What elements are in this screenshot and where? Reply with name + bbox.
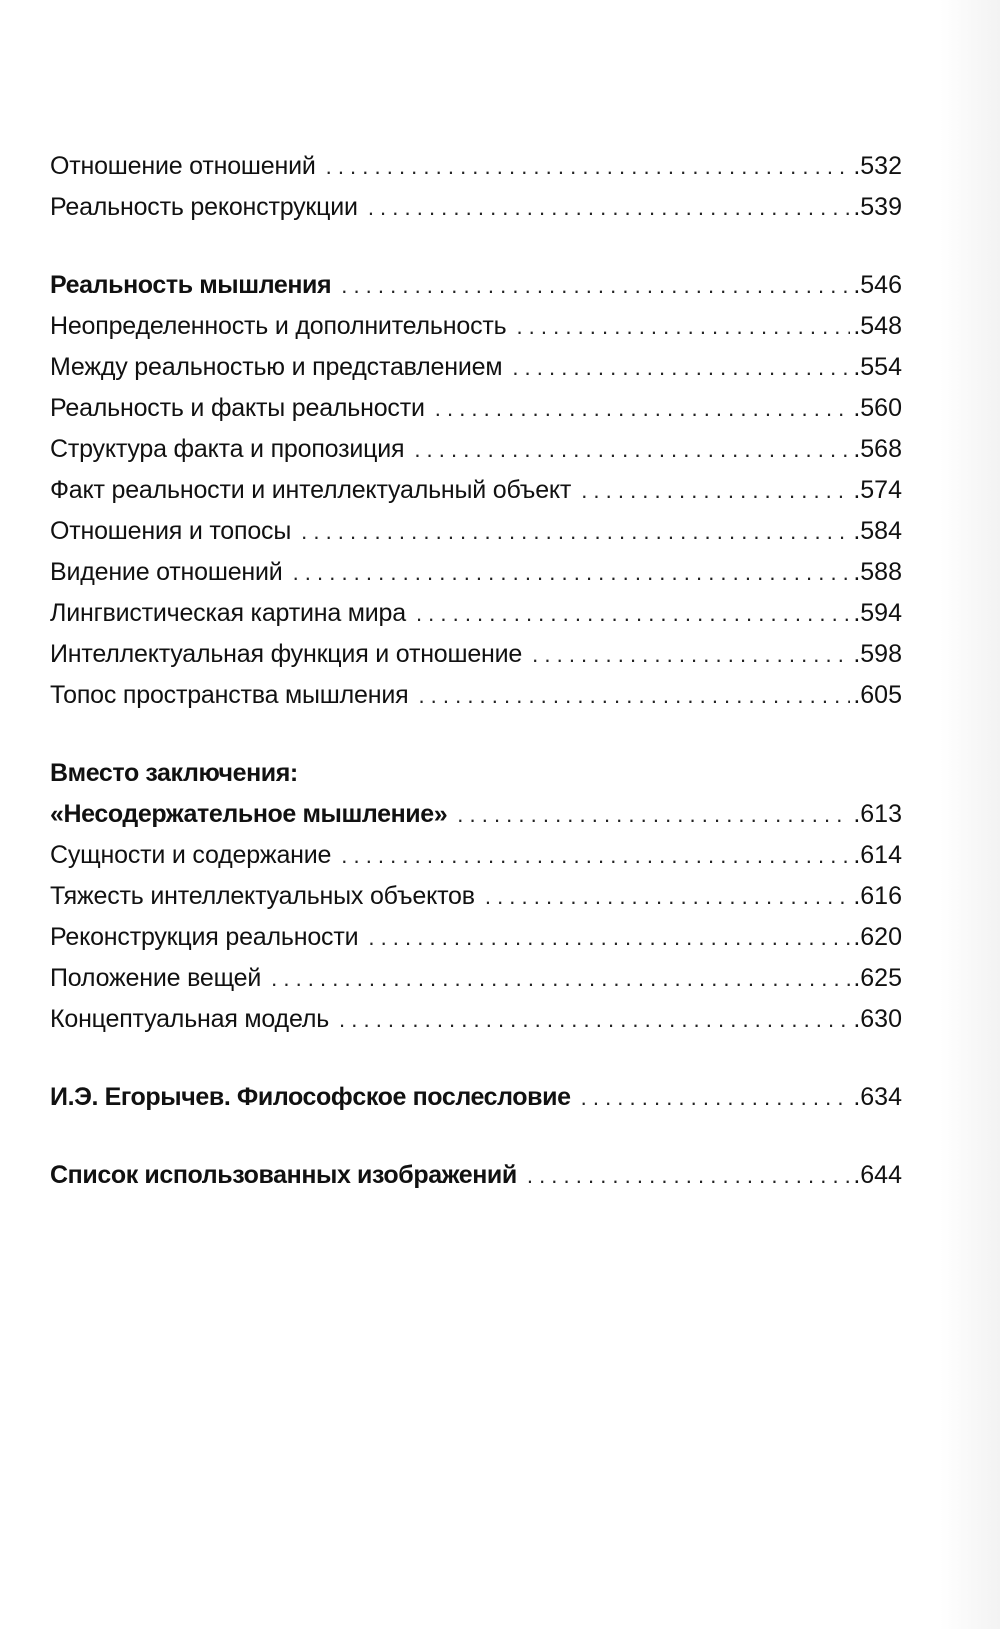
- toc-entry-page: .584: [853, 517, 902, 545]
- toc-section-heading[interactable]: [50, 1079, 902, 1120]
- toc-entry-title: Реальность реконструкции: [50, 193, 358, 221]
- dot-leader: [293, 555, 851, 591]
- dot-leader: [581, 473, 850, 509]
- toc-entry-title: Между реальностью и представлением: [50, 353, 503, 381]
- toc-entry-title: Структура факта и пропозиция: [50, 435, 405, 463]
- toc-entry[interactable]: [50, 919, 902, 960]
- toc-section-heading[interactable]: [50, 267, 902, 308]
- dot-leader: [341, 838, 850, 874]
- dot-leader: [326, 149, 851, 185]
- section-gap: [50, 230, 902, 267]
- dot-leader: [485, 879, 850, 915]
- toc-entry-title: Отношения и топосы: [50, 517, 292, 545]
- toc-entry[interactable]: [50, 431, 902, 472]
- toc-entry-title: «Несодержательное мышление»: [50, 800, 448, 828]
- toc-entry-page: .613: [853, 800, 902, 828]
- toc-entry-title: Интеллектуальная функция и отношение: [50, 640, 523, 668]
- toc-entry[interactable]: [50, 554, 902, 595]
- toc-entry-title: Факт реальности и интеллектуальный объект: [50, 476, 572, 504]
- dot-leader: [271, 961, 850, 997]
- page-edge-shade: [940, 0, 1000, 1629]
- toc-entry-page: .546: [853, 271, 902, 299]
- dot-leader: [516, 309, 850, 345]
- toc-entry[interactable]: [50, 472, 902, 513]
- dot-leader: [532, 637, 850, 673]
- toc-entry[interactable]: [50, 960, 902, 1001]
- toc-entry[interactable]: [50, 308, 902, 349]
- toc-entry-page: .644: [853, 1161, 902, 1189]
- toc-entry-title: Реконструкция реальности: [50, 923, 359, 951]
- toc-entry[interactable]: [50, 636, 902, 677]
- toc-entry-page: .532: [853, 152, 902, 180]
- section-gap: [50, 1120, 902, 1157]
- toc-entry-page: .625: [853, 964, 902, 992]
- toc-entry[interactable]: [50, 390, 902, 431]
- toc-section-heading[interactable]: [50, 796, 902, 837]
- toc-entry-page: .594: [853, 599, 902, 627]
- table-of-contents: [50, 148, 902, 1198]
- dot-leader: [418, 678, 850, 714]
- toc-entry[interactable]: [50, 148, 902, 189]
- toc-entry-title: Концептуальная модель: [50, 1005, 330, 1033]
- toc-entry[interactable]: [50, 878, 902, 919]
- toc-entry-page: .614: [853, 841, 902, 869]
- dot-leader: [527, 1158, 850, 1194]
- toc-entry-title: Неопределенность и дополнительность: [50, 312, 507, 340]
- toc-entry[interactable]: [50, 1001, 902, 1042]
- toc-entry-page: .574: [853, 476, 902, 504]
- toc-entry-title: И.Э. Егорычев. Философское послесловие: [50, 1083, 571, 1111]
- toc-entry-title: Реальность мышления: [50, 271, 332, 299]
- toc-entry-page: .560: [853, 394, 902, 422]
- toc-entry-page: .548: [853, 312, 902, 340]
- dot-leader: [301, 514, 850, 550]
- toc-entry[interactable]: [50, 513, 902, 554]
- toc-entry[interactable]: [50, 349, 902, 390]
- section-gap: [50, 718, 902, 755]
- section-gap: [50, 1042, 902, 1079]
- toc-entry[interactable]: [50, 677, 902, 718]
- toc-entry-page: .554: [853, 353, 902, 381]
- toc-entry-page: .598: [853, 640, 902, 668]
- dot-leader: [339, 1002, 850, 1038]
- toc-entry[interactable]: [50, 595, 902, 636]
- dot-leader: [512, 350, 850, 386]
- toc-entry-title: Видение отношений: [50, 558, 283, 586]
- toc-entry-page: .634: [853, 1083, 902, 1111]
- dot-leader: [435, 391, 851, 427]
- toc-entry-page: .568: [853, 435, 902, 463]
- toc-entry-page: .630: [853, 1005, 902, 1033]
- toc-entry-title: Сущности и содержание: [50, 841, 332, 869]
- toc-entry-page: .539: [853, 193, 902, 221]
- dot-leader: [414, 432, 850, 468]
- toc-entry[interactable]: [50, 189, 902, 230]
- toc-entry-title: Реальность и факты реальности: [50, 394, 425, 422]
- dot-leader: [368, 920, 850, 956]
- toc-entry-page: .620: [853, 923, 902, 951]
- toc-entry-page: .616: [853, 882, 902, 910]
- toc-entry-title: Лингвистическая картина мира: [50, 599, 406, 627]
- dot-leader: [341, 268, 850, 304]
- dot-leader: [581, 1080, 851, 1116]
- toc-entry-title: Тяжесть интеллектуальных объектов: [50, 882, 475, 910]
- toc-entry-page: .605: [853, 681, 902, 709]
- dot-leader: [368, 190, 851, 226]
- dot-leader: [416, 596, 850, 632]
- toc-entry-title: Топос пространства мышления: [50, 681, 409, 709]
- toc-section-heading-line: Вместо заключения:: [50, 759, 298, 787]
- toc-section-heading[interactable]: [50, 1157, 902, 1198]
- toc-entry-page: .588: [853, 558, 902, 586]
- toc-entry[interactable]: [50, 837, 902, 878]
- toc-entry-title: Положение вещей: [50, 964, 262, 992]
- toc-entry-title: Отношение отношений: [50, 152, 316, 180]
- dot-leader: [457, 797, 850, 833]
- toc-entry-title: Список использованных изображений: [50, 1161, 517, 1189]
